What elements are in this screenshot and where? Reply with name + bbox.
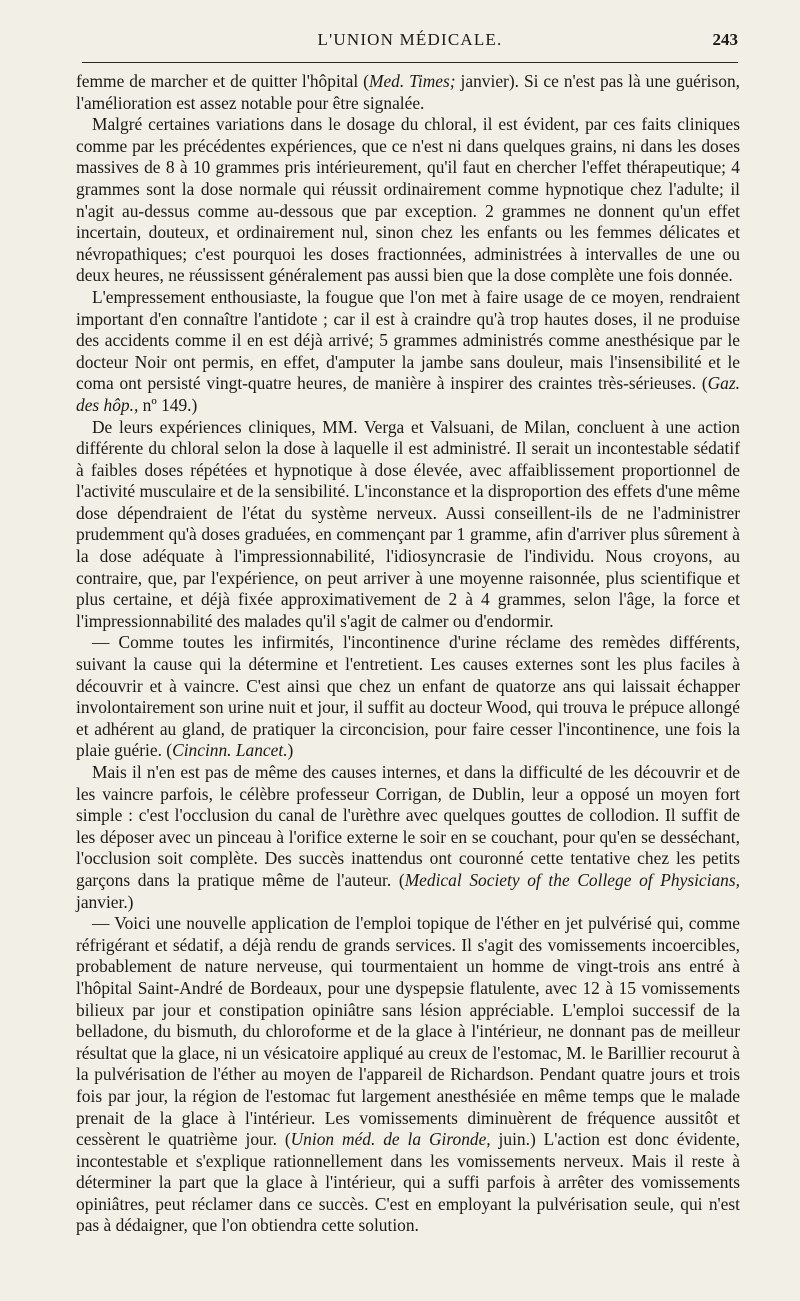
paragraph-antidote: L'empressement enthousiaste, la fougue que l'on met à faire usage de ce moyen, rendraient important d'en connaître l'antidote ; car il est à craindre qu'à trop hautes doses, il ne produise des accidents comme il en est déjà arrivé; 5 grammes administrés comme anesthésique par le docteur Noir ont permis, en effet, d'amputer la jambe sans douleur, mais l'insensibilité et le coma ont persisté vingt-quatre heures, de manière à inspirer des craintes très-sérieuses. (Gaz. des hôp., nº 149.) (76, 286, 740, 415)
citation: Med. Times; (368, 71, 456, 91)
page-number: 243 (712, 30, 738, 49)
paragraph-continuation: femme de marcher et de quitter l'hôpital (Med. Times; janvier). Si ce n'est pas là une guérison, l'amélioration est assez notable pour être signalée. (76, 71, 740, 113)
citation: Union méd. de la Gironde, (290, 1129, 491, 1150)
header-rule (82, 62, 738, 63)
paragraph-verga-valsuani: De leurs expériences cliniques, MM. Verga et Valsuani, de Milan, concluent à une action différente du chloral selon la dose à laquelle il est administré. Il serait un incontestable sédatif à faibles doses répétées et hypnotique à dose élevée, avec affaiblissement proportionnel de l'activité musculaire et de la sensibilité. L'inconstance et la disproportion des effets d'une même dose dépendraient de l'état du système nerveux. Aussi conseillent-ils de ne l'administrer prudemment qu'à doses graduées, en commençant par 1 gramme, afin d'arriver plus sûrement à la dose adéquate à l'impressionnabilité, l'idiosyncrasie de l'individu. Nous croyons, au contraire, que, par l'expérience, on peut arriver à une moyenne raisonnée, plus scientifique et plus certaine, et déjà fixée approximativement de 2 à 4 grammes, selon l'âge, la force et l'impressionnabilité des malades qu'il s'agit de calmer ou d'endormir. (76, 416, 740, 631)
paragraph-chloral-dosage: Malgré certaines variations dans le dosage du chloral, il est évident, par ces faits cliniques comme par les précédentes expériences, que ce n'est ni dans quelques grains, ni dans les doses massives de 8 à 10 grammes pris intérieurement, qu'il faut en chercher l'effet thérapeutique; 4 grammes sont la dose normale qui réussit ordinairement comme hypnotique chez l'adulte; il n'agit au-dessus comme au-dessous que par exception. 2 grammes ne donnent qu'un effet incertain, douteux, et ordinairement nul, sinon chez les enfants ou les femmes délicates et névropathiques; c'est pourquoi les doses fractionnées, administrées à intervalles de une ou deux heures, ne réussissent généralement pas aussi bien que la dose complète une fois donnée. (76, 114, 740, 286)
article-body (76, 71, 740, 1237)
page-header (82, 30, 738, 58)
citation: Gaz. des hôp., (76, 373, 740, 415)
paragraph-ether-spray: — Voici une nouvelle application de l'emploi topique de l'éther en jet pulvérisé qui, comme réfrigérant et sédatif, a déjà rendu de grands services. Il s'agit des vomissements incoercibles, probablement de nature nerveuse, qui tourmentaient un homme de vingt-trois ans entré à l'hôpital Saint-André de Bordeaux, pour une dyspepsie flatulente, avec 12 à 15 vomissements bilieux par jour et constipation opiniâtre sans lésion appréciable. L'emploi successif de la belladone, du bismuth, du chloroforme et de la glace à l'intérieur, ne donnant pas de meilleur résultat que la glace, ni un vésicatoire appliqué au creux de l'estomac, M. le Barillier recourut à la pulvérisation de l'éther au moyen de l'appareil de Richardson. Pendant quatre jours et trois fois par jour, la région de l'estomac fut largement anesthésiée en même temps que le malade prenait de la glace à l'intérieur. Les vomissements diminuèrent de fréquence aussitôt et cessèrent le quatrième jour. (Union méd. de la Gironde, juin.) L'action est donc évidente, incontestable et s'explique rationnellement dans les vomissements nerveux. Mais il reste à déterminer la part que la glace à l'intérieur, qui a suffi parfois à arrêter des vomissements opiniâtres, peut réclamer dans ce succès. C'est en employant la pulvérisation seule, qui n'est pas à dédaigner, que l'on obtiendra cette solution. (76, 913, 740, 1236)
citation: Medical Society of the College of Physicians, (404, 869, 740, 890)
paragraph-corrigan: Mais il n'en est pas de même des causes internes, et dans la difficulté de les découvrir et de les vaincre parfois, le célèbre professeur Corrigan, de Dublin, leur a opposé un moyen fort simple : c'est l'occlusion du canal de l'urèthre avec quelques gouttes de collodion. Il suffit de les déposer avec un pinceau à l'orifice externe le soir en se couchant, pour qu'en se desséchant, l'occlusion soit complète. Des succès inattendus ont couronné cette tentative chez les petits garçons dans la pratique même de l'auteur. (Medical Society of the College of Physicians, janvier.) (76, 762, 740, 912)
running-title: L'UNION MÉDICALE. (317, 30, 503, 49)
citation: Cincinn. Lancet. (172, 740, 288, 761)
paragraph-incontinence: — Comme toutes les infirmités, l'incontinence d'urine réclame des remèdes différents, suivant la cause qui la détermine et l'entretient. Les causes externes sont les plus faciles à découvrir et à vaincre. C'est ainsi que chez un enfant de quatorze ans qui laissait échapper involontairement son urine nuit et jour, il suffit au docteur Wood, qui trouva le prépuce allongé et adhérent au gland, de pratiquer la circoncision, pour faire cesser l'incontinence, une fois la plaie guérie. (Cincinn. Lancet.) (76, 632, 740, 761)
